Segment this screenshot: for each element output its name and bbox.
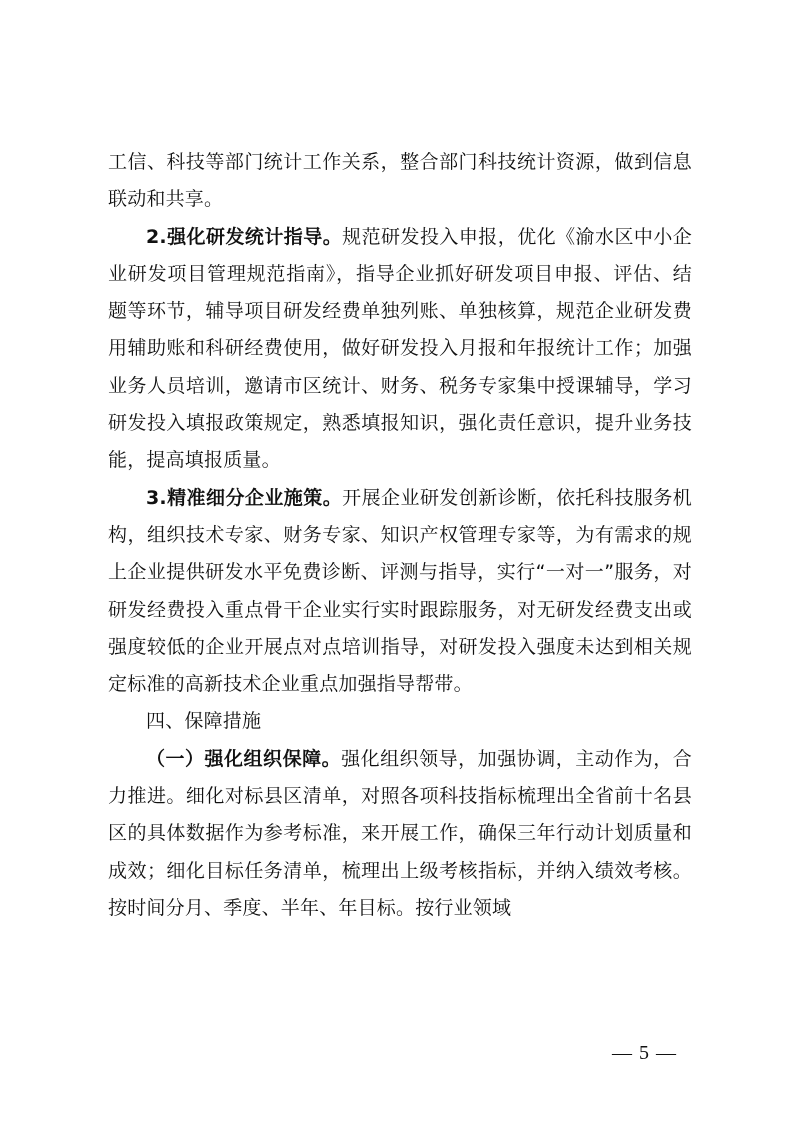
page-number: — 5 —	[612, 1042, 677, 1064]
paragraph-heading: 2.强化研发统计指导。	[146, 225, 343, 248]
paragraph-text: 开展企业研发创新诊断，依托科技服务机构，组织技术专家、财务专家、知识产权管理专家等，为有需求的规上企业提供研发水平免费诊断、评测与指导，实行“一对一”服务，对研发经费投入重点骨干企业实行实时跟踪服务，对无研发经费支出或强度较低的企业开展点对点培训指导，对研发投入强度未达到相关规定标准的高新技术企业重点加强指导帮带。	[108, 486, 692, 696]
paragraph-rd-statistics-guidance	[108, 219, 692, 480]
paragraph-continuation	[108, 144, 692, 219]
document-body	[108, 144, 692, 927]
paragraph-heading: （一）强化组织保障。	[146, 747, 342, 770]
paragraph-heading: 3.精准细分企业施策。	[146, 486, 343, 509]
paragraph-text: 规范研发投入申报，优化《渝水区中小企业研发项目管理规范指南》，指导企业抓好研发项目申报、评估、结题等环节，辅导项目研发经费单独列账、单独核算，规范企业研发费用辅助账和科研经费使用，做好研发投入月报和年报统计工作；加强业务人员培训，邀请市区统计、财务、税务专家集中授课辅导，学习研发投入填报政策规定，熟悉填报知识，强化责任意识，提升业务技能，提高填报质量。	[108, 225, 692, 472]
section-heading-safeguards	[108, 703, 692, 740]
section-heading-text: 四、保障措施	[146, 710, 262, 733]
paragraph-text: 强化组织领导，加强协调，主动作为，合力推进。细化对标县区清单，对照各项科技指标梳理出全省前十名县区的具体数据作为参考标准，来开展工作，确保三年行动计划质量和成效；细化目标任务清单，梳理出上级考核指标，并纳入绩效考核。按时间分月、季度、半年、年目标。按行业领域	[108, 747, 692, 919]
paragraph-targeted-enterprise-measures	[108, 480, 692, 704]
paragraph-text: 工信、科技等部门统计工作关系，整合部门科技统计资源，做到信息联动和共享。	[108, 151, 692, 211]
paragraph-organizational-guarantee	[108, 741, 692, 927]
